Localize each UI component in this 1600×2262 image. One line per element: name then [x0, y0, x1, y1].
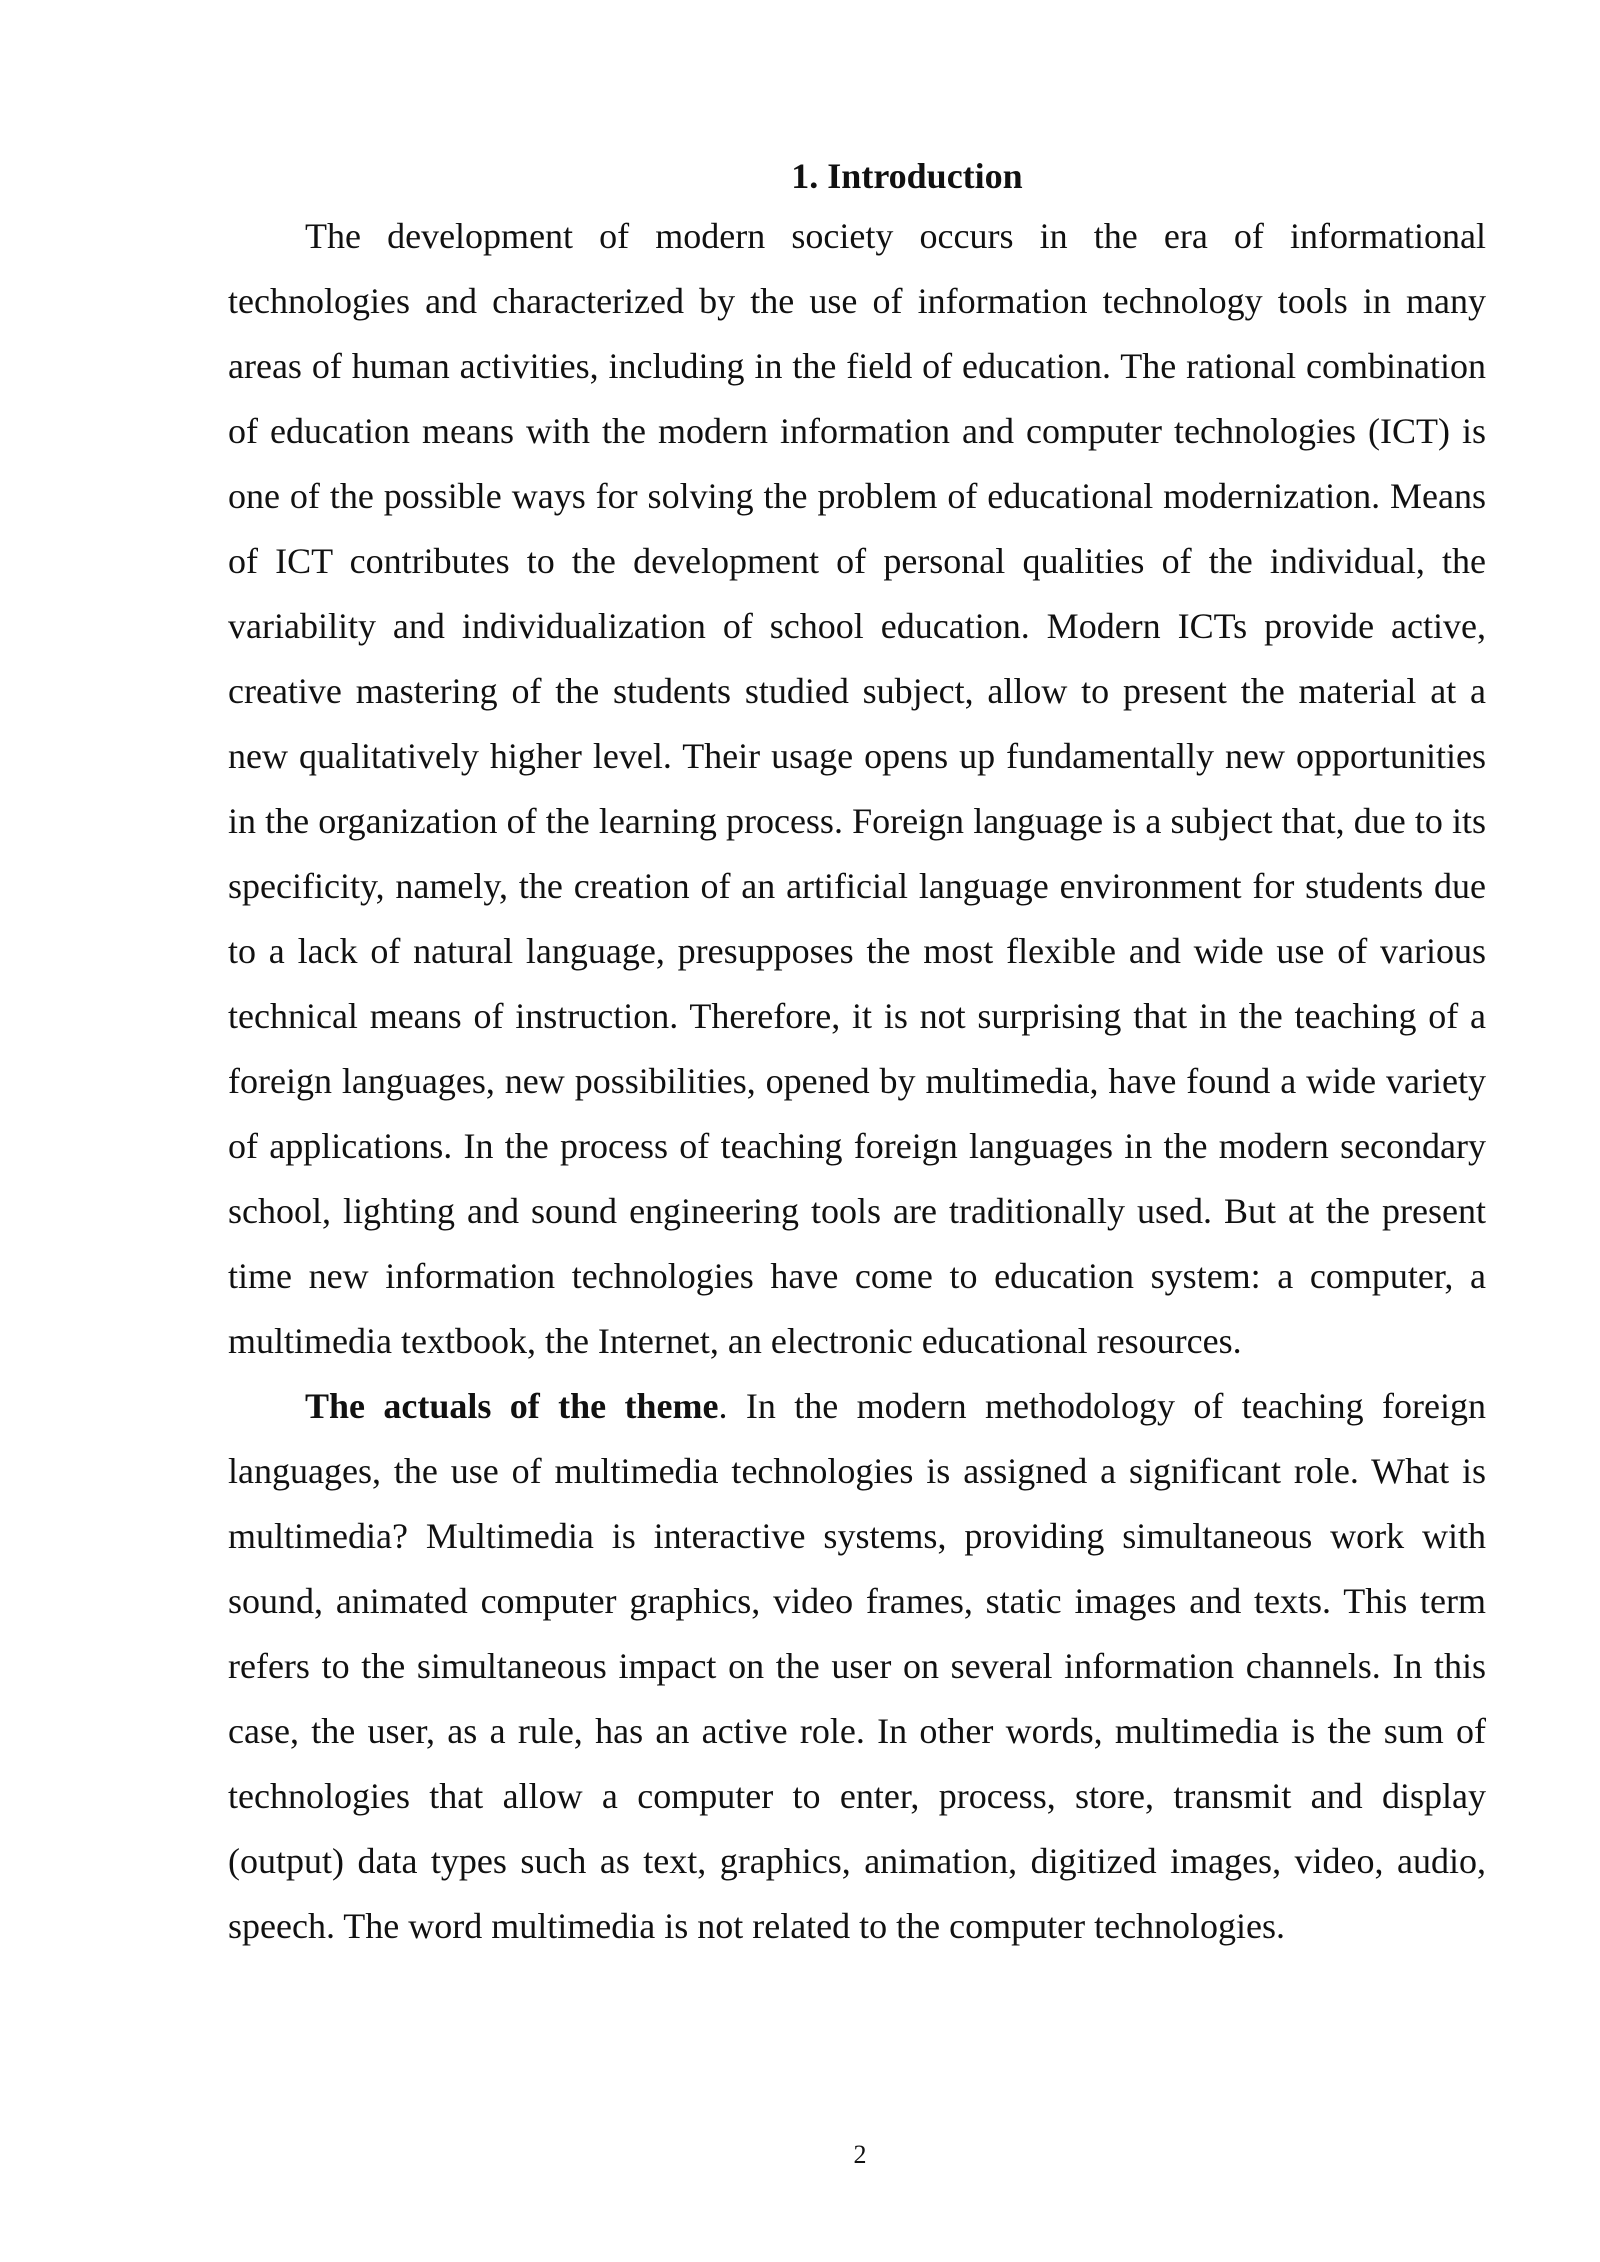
body-paragraph-1 [228, 204, 1486, 1374]
paragraph-lead-bold: The actuals of the theme [305, 1386, 719, 1426]
paragraph-text: . In the modern methodology of teaching foreign languages, the use of multimedia technologies is assigned a significant role. What is multimedia? Multimedia is interactive systems, providing simultaneous work with sound, animated computer graphics, video frames, static images and texts. This term refers to the simultaneous impact on the user on several information channels. In this case, the user, as a rule, has an active role. In other words, multimedia is the sum of technologies that allow a computer to enter, process, store, transmit and display (output) data types such as text, graphics, animation, digitized images, video, audio, speech. The word multimedia is not related to the computer technologies. [228, 1386, 1486, 1946]
body-paragraph-2 [228, 1374, 1486, 1959]
page-body [228, 148, 1486, 1959]
paragraph-text: The development of modern society occurs in the era of informational technologies and characterized by the use of information technology tools in many areas of human activities, including in the field of education. The rational combination of education means with the modern information and computer technologies (ICT) is one of the possible ways for solving the problem of educational modernization. Means of ICT contributes to the development of personal qualities of the individual, the variability and individualization of school education. Modern ICTs provide active, creative mastering of the students studied subject, allow to present the material at a new qualitatively higher level. Their usage opens up fundamentally new opportunities in the organization of the learning process. Foreign language is a subject that, due to its specificity, namely, the creation of an artificial language environment for students due to a lack of natural language, presupposes the most flexible and wide use of various technical means of instruction. Therefore, it is not surprising that in the teaching of a foreign languages, new possibilities, opened by multimedia, have found a wide variety of applications. In the process of teaching foreign languages in the modern secondary school, lighting and sound engineering tools are traditionally used. But at the present time new information technologies have come to education system: a computer, a multimedia textbook, the Internet, an electronic educational resources. [228, 216, 1486, 1361]
section-heading: 1. Introduction [791, 156, 1023, 196]
page-number: 2 [853, 2140, 867, 2169]
